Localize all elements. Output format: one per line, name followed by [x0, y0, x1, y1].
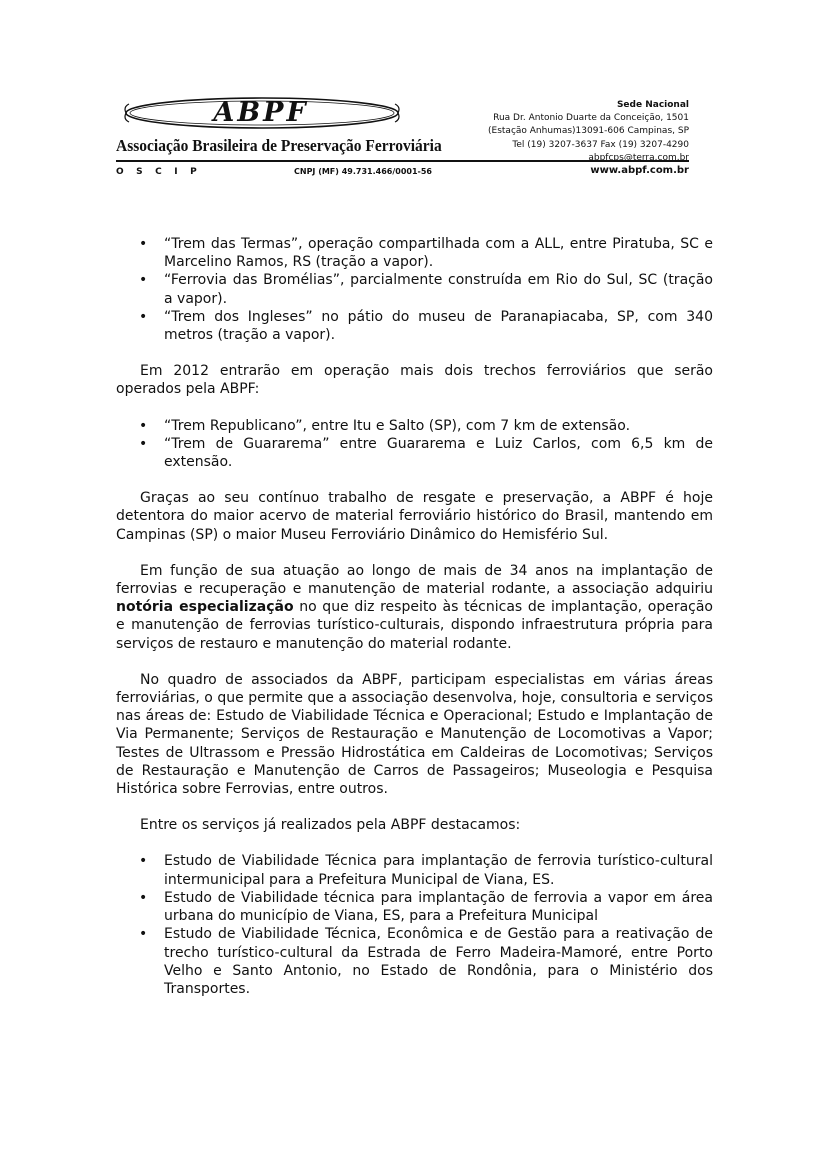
services-list [116, 852, 713, 998]
sede-title: Sede Nacional [616, 100, 689, 110]
document-body [116, 235, 713, 998]
paragraph-2012-operations: Em 2012 entrarão em operação mais dois trechos ferroviários que serão operados pela ABPF: [116, 363, 713, 398]
list-item: • “Trem dos Ingleses” no pátio do museu de Paranapiacaba, SP, com 340 metros (tração a vapor). [139, 308, 713, 344]
list-item: • Estudo de Viabilidade Técnica para implantação de ferrovia turístico-cultural intermunicipal para a Prefeitura Municipal de Viana, ES. [139, 853, 713, 888]
website-link[interactable]: www.abpf.com.br [590, 165, 689, 176]
paragraph-specialization: Em função de sua atuação ao longo de mais de 34 anos na implantação de ferrovias e recuperação e manutenção de material rodante, a associação adquiriu notória especialização no que diz respeito às técnicas de implantação, operação e manutenção de ferrovias turístico-culturais, dispondo infraestrutura própria para serviços de restauro e manutenção do material rodante. [116, 562, 714, 652]
email-address: abpfcps@terra.com.br [588, 152, 689, 163]
bullet-icon: • [139, 889, 148, 906]
bullet-icon: • [139, 308, 148, 325]
list-item: • “Trem Republicano”, entre Itu e Salto (SP), com 7 km de extensão. [139, 417, 631, 434]
address-line-2: (Estação Anhumas)13091-606 Campinas, SP [488, 126, 689, 137]
bullet-icon: • [139, 236, 148, 252]
bullet-icon: • [139, 926, 148, 943]
phone-fax: Tel (19) 3207-3637 Fax (19) 3207-4290 [512, 139, 689, 150]
list-item: • “Trem das Termas”, operação compartilhada com a ALL, entre Piratuba, SC e Marcelino Ramos, RS (tração a vapor). [139, 236, 713, 271]
oscip-label: OSCIP [116, 167, 210, 177]
cnpj-number: CNPJ (MF) 49.731.466/0001-56 [294, 167, 432, 176]
list-item: • “Ferrovia das Bromélias”, parcialmente construída em Rio do Sul, SC (tração a vapor). [139, 272, 713, 307]
bullet-icon: • [139, 853, 148, 870]
list-item: • “Trem de Guararema” entre Guararema e Luiz Carlos, com 6,5 km de extensão. [139, 435, 713, 471]
operations-list [116, 235, 713, 344]
bullet-icon: • [139, 435, 148, 452]
paragraph-collection: Graças ao seu contínuo trabalho de resgate e preservação, a ABPF é hoje detentora do maior acervo de material ferroviário histórico do Brasil, mantendo em Campinas (SP) o maior Museu Ferroviário Dinâmico do Hemisfério Sul. [116, 490, 713, 543]
list-item: • Estudo de Viabilidade técnica para implantação de ferrovia a vapor em área urbana do município de Viana, ES, para a Prefeitura Municipal [139, 889, 713, 925]
paragraph-associates: No quadro de associados da ABPF, participam especialistas em várias áreas ferroviárias, o que permite que a associação desenvolva, hoje, consultoria e serviços nas áreas de: Estudo de Viabilidade Técnica e Operacional; Estudo e Implantação de Via Permanente; Serviços de Restauração e Manutenção de Locomotivas a Vapor; Testes de Ultrassom e Pressão Hidrostática em Caldeiras de Locomotivas; Serviços de Restauração e Manutenção de Carros de Passageiros; Museologia e Pesquisa Histórica sobre Ferrovias, entre outros. [116, 671, 713, 798]
list-item: • Estudo de Viabilidade Técnica, Econômica e de Gestão para a reativação de trecho turístico-cultural da Estrada de Ferro Madeira-Mamoré, entre Porto Velho e Santo Antonio, no Estado de Rondônia, para o Ministério dos Transportes. [139, 926, 713, 997]
organization-name: Associação Brasileira de Preservação Ferroviária [116, 137, 442, 156]
paragraph-services-intro: Entre os serviços já realizados pela ABPF destacamos: [140, 817, 521, 834]
address-line-1: Rua Dr. Antonio Duarte da Conceição, 1501 [493, 113, 689, 124]
bullet-icon: • [139, 272, 148, 289]
new-lines-list [116, 417, 713, 472]
headquarters-address [488, 99, 689, 165]
bullet-icon: • [139, 417, 148, 434]
logo-text: ABPF [213, 97, 309, 128]
bold-phrase: notória especialização [116, 599, 294, 616]
